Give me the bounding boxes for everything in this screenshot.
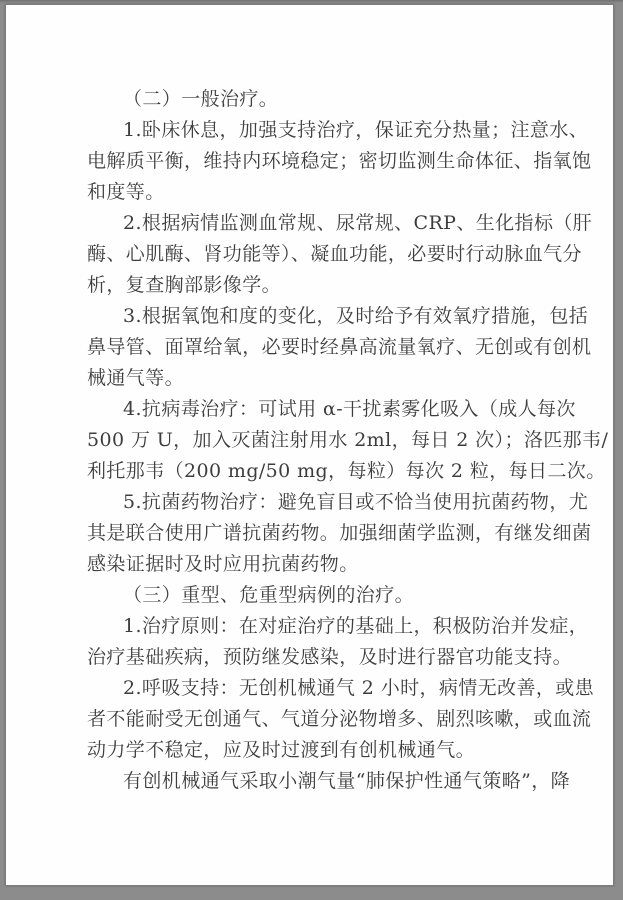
text-line: 1.卧床休息，加强支持治疗，保证充分热量；注意水、 — [123, 119, 589, 141]
text-line: 利托那韦（200 mg/50 mg，每粒）每次 2 粒，每日二次。 — [87, 460, 606, 482]
text-line: 者不能耐受无创通气、气道分泌物增多、剧烈咳嗽，或血流 — [87, 708, 592, 730]
text-line: 电解质平衡，维持内环境稳定；密切监测生命体征、指氧饱 — [87, 150, 592, 172]
text-line: 500 万 U，加入灭菌注射用水 2ml，每日 2 次）；洛匹那韦/ — [87, 429, 609, 451]
text-line: 2.根据病情监测血常规、尿常规、CRP、生化指标（肝 — [123, 212, 593, 234]
text-line: （三）重型、危重型病例的治疗。 — [123, 584, 415, 606]
text-line: 有创机械通气采取小潮气量“肺保护性通气策略”，降 — [123, 770, 571, 792]
text-line: 析，复查胸部影像学。 — [87, 274, 282, 296]
text-line: （二）一般治疗。 — [123, 88, 279, 110]
text-line: 鼻导管、面罩给氧，必要时经鼻高流量氧疗、无创或有创机 — [87, 336, 592, 358]
text-line: 酶、心肌酶、肾功能等）、凝血功能，必要时行动脉血气分 — [87, 243, 582, 265]
text-line: 3.根据氧饱和度的变化，及时给予有效氧疗措施，包括 — [123, 305, 589, 327]
text-line: 1.治疗原则：在对症治疗的基础上，积极防治并发症， — [123, 615, 589, 637]
text-line: 械通气等。 — [87, 367, 185, 389]
text-line: 5.抗菌药物治疗：避免盲目或不恰当使用抗菌药物，尤 — [123, 491, 589, 513]
text-line: 动力学不稳定，应及时过渡到有创机械通气。 — [87, 739, 476, 761]
text-line: 感染证据时及时应用抗菌药物。 — [87, 553, 359, 575]
text-line: 治疗基础疾病，预防继发感染，及时进行器官功能支持。 — [87, 646, 573, 668]
text-line: 和度等。 — [87, 181, 165, 203]
document-text-block — [87, 84, 609, 797]
text-line: 4.抗病毒治疗：可试用 α-干扰素雾化吸入（成人每次 — [123, 398, 576, 420]
text-line: 2.呼吸支持：无创机械通气 2 小时，病情无改善，或患 — [123, 677, 595, 699]
text-line: 其是联合使用广谱抗菌药物。加强细菌学监测，有继发细菌 — [87, 522, 592, 544]
document-page — [5, 4, 614, 886]
